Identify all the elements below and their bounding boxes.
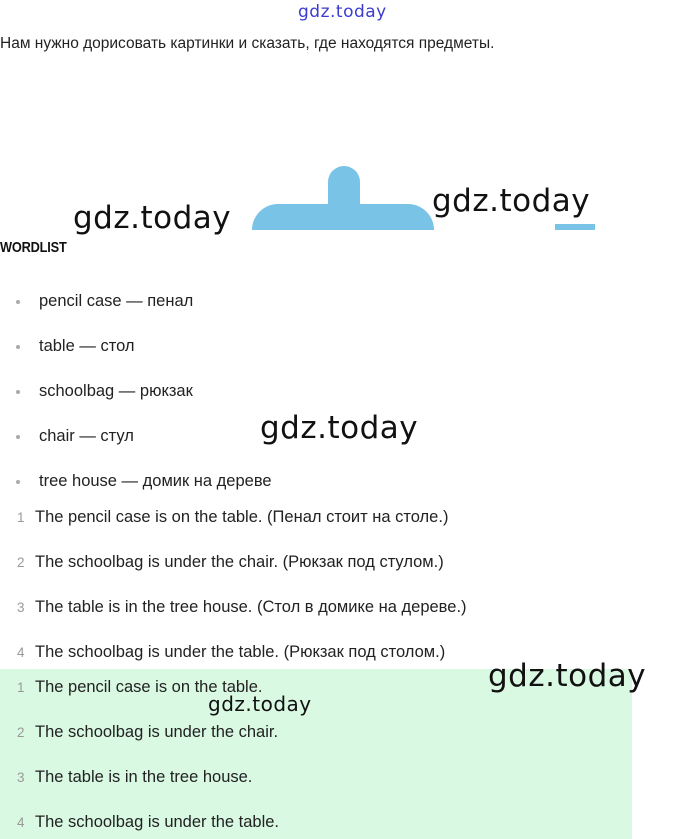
bullet-icon xyxy=(16,300,20,304)
answer-item xyxy=(17,723,278,742)
item-number: 3 xyxy=(17,600,25,615)
table-top xyxy=(252,204,434,230)
sentence-item xyxy=(17,643,445,662)
answer-text: The table is in the tree house. xyxy=(35,768,253,786)
table-edge xyxy=(555,224,595,230)
sentence-text: The schoolbag is under the table. (Рюкзак под столом.) xyxy=(35,643,446,661)
sentence-text: The pencil case is on the table. (Пенал стоит на столе.) xyxy=(35,508,449,526)
sentence-text: The table is in the tree house. (Стол в домике на дереве.) xyxy=(35,598,467,616)
list-item-text: tree house — домик на дереве xyxy=(39,472,272,490)
list-item-text: table — стол xyxy=(39,337,135,355)
list-item-text: chair — стул xyxy=(39,427,134,445)
watermark: gdz.today xyxy=(488,658,647,694)
list-item xyxy=(16,337,135,356)
answer-text: The pencil case is on the table. xyxy=(35,678,263,696)
list-item xyxy=(16,472,272,491)
item-number: 4 xyxy=(17,815,25,830)
watermark: gdz.today xyxy=(432,183,591,219)
item-number: 1 xyxy=(17,680,25,695)
answer-text: The schoolbag is under the table. xyxy=(35,813,279,831)
watermark: gdz.today xyxy=(208,692,312,716)
bullet-icon xyxy=(16,480,20,484)
item-number: 1 xyxy=(17,510,25,525)
answer-text: The schoolbag is under the chair. xyxy=(35,723,279,741)
sentence-item xyxy=(17,508,448,527)
bullet-icon xyxy=(16,435,20,439)
wordlist-title: WORDLIST xyxy=(0,239,67,256)
item-number: 2 xyxy=(17,555,25,570)
list-item-text: pencil case — пенал xyxy=(39,292,194,310)
bullet-icon xyxy=(16,390,20,394)
list-item xyxy=(16,292,193,311)
watermark: gdz.today xyxy=(298,2,387,22)
watermark: gdz.today xyxy=(73,200,232,236)
list-item xyxy=(16,427,134,446)
item-number: 2 xyxy=(17,725,25,740)
item-number: 4 xyxy=(17,645,25,660)
answer-item xyxy=(17,768,252,787)
watermark: gdz.today xyxy=(260,410,419,446)
item-number: 3 xyxy=(17,770,25,785)
answer-item xyxy=(17,813,279,832)
sentence-item xyxy=(17,598,467,617)
intro-text: Нам нужно дорисовать картинки и сказать, где находятся предметы. xyxy=(0,35,495,52)
list-item xyxy=(16,382,193,401)
sentence-item xyxy=(17,553,444,572)
bullet-icon xyxy=(16,345,20,349)
sentence-text: The schoolbag is under the chair. (Рюкзак под стулом.) xyxy=(35,553,444,571)
list-item-text: schoolbag — рюкзак xyxy=(39,382,193,400)
